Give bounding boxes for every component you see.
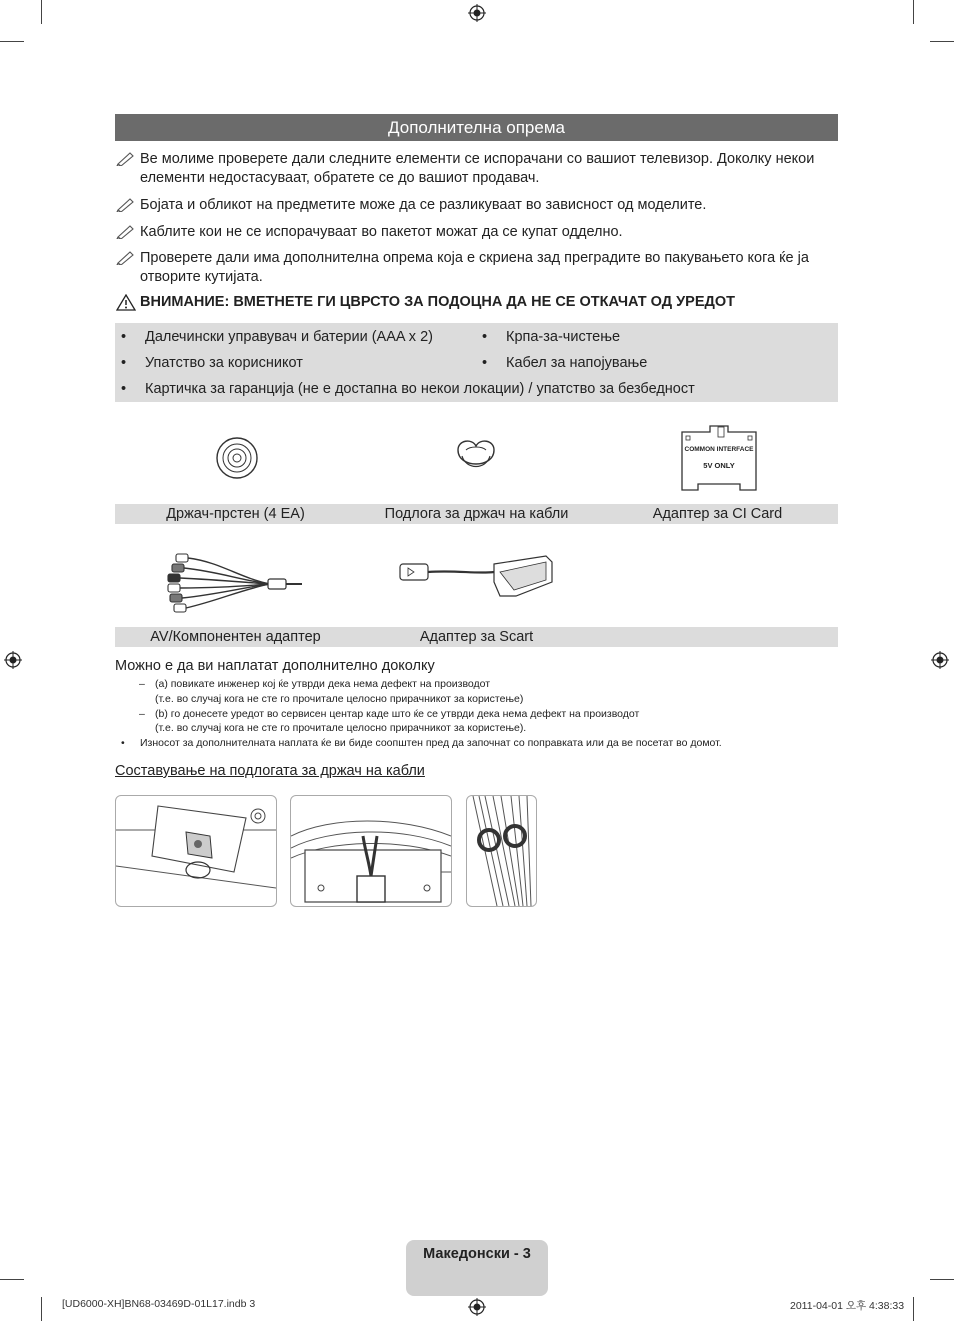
- caption-holder-ring: Држач-прстен (4 EA): [166, 506, 305, 522]
- crop-mark: [930, 1279, 954, 1280]
- charges-b2: (т.е. во случај кога не сте го прочитале целосно прирачникот за користење).: [155, 722, 527, 734]
- ci-card-adapter-image: [680, 422, 758, 494]
- note-text: Бојата и обликот на предметите може да се разликуваат во зависност од моделите.: [140, 197, 707, 213]
- assembly-title: Составување на подлогата за држач на кабли: [115, 763, 425, 779]
- pencil-note-icon: [116, 249, 136, 265]
- crop-mark: [41, 1297, 42, 1321]
- ci-card-label-1: COMMON INTERFACE: [684, 446, 754, 453]
- note-text: Каблите кои не се испорачуваат во пакетот можат да се купат одделно.: [140, 224, 623, 240]
- note-text: Ве молиме проверете дали следните елементи се испорачани со вашиот телевизор. Доколку некои елементи недостасуваат, обратете се до вашиот продавач.: [140, 151, 815, 186]
- charges-intro: Можно е да ви наплатат дополнително доколку: [115, 658, 435, 674]
- warning-text: ВНИМАНИЕ: ВМЕТНЕТЕ ГИ ЦВРСТО ЗА ПОДОЦНА ДА НЕ СЕ ОТКАЧАТ ОД УРЕДОТ: [140, 294, 735, 310]
- registration-mark-icon: [468, 4, 486, 22]
- note-item: [116, 249, 838, 287]
- pencil-note-icon: [116, 196, 136, 212]
- section-title: Дополнителна опрема: [115, 114, 838, 141]
- item-manual: Упатство за корисникот: [145, 355, 303, 371]
- registration-mark-icon: [4, 651, 22, 669]
- pencil-note-icon: [116, 150, 136, 166]
- cable-holder-base-image: [452, 436, 500, 476]
- charges-note: Износот за дополнителната наплата ќе ви биде соопштен пред да започнат со поправката или да ве посетат во домот.: [140, 737, 722, 749]
- registration-mark-icon: [468, 1298, 486, 1316]
- dash-marker: –: [139, 708, 145, 720]
- note-text: Проверете дали има дополнителна опрема која е скриена зад преградите во пакувањето кога ќе ја отворите кутијата.: [140, 250, 809, 285]
- pencil-note-icon: [116, 223, 136, 239]
- item-power-cable: Кабел за напојување: [506, 355, 648, 371]
- assembly-step-3-image: [466, 795, 537, 907]
- crop-mark: [0, 41, 24, 42]
- bullet-marker: •: [121, 737, 125, 749]
- item-cloth: Крпа-за-чистење: [506, 329, 621, 345]
- item-remote: Далечински управувач и батерии (AAA x 2): [145, 329, 433, 345]
- crop-mark: [0, 1279, 24, 1280]
- caption-scart-adapter: Адаптер за Scart: [419, 629, 534, 645]
- caption-av-adapter: AV/Компонентен адаптер: [150, 629, 321, 645]
- charges-a2: (т.е. во случај кога не сте го прочитале целосно прирачникот за користење): [155, 693, 524, 705]
- crop-mark: [41, 0, 42, 24]
- assembly-step-1-image: [115, 795, 277, 907]
- crop-mark: [913, 0, 914, 24]
- av-component-adapter-image: [160, 548, 310, 618]
- crop-mark: [930, 41, 954, 42]
- page-number: Македонски - 3: [423, 1246, 531, 1262]
- holder-ring-image: [214, 435, 260, 481]
- item-warranty: Картичка за гаранција (не е достапна во некои локации) / упатство за безбедност: [145, 381, 695, 397]
- warning-triangle-icon: [116, 294, 136, 311]
- caption-cable-holder-base: Подлога за држач на кабли: [384, 506, 569, 522]
- footer-timestamp: 2011-04-01 오후 4:38:33: [790, 1300, 905, 1312]
- charges-a1: (a) повикате инженер кој ќе утврди дека нема дефект на производот: [155, 678, 491, 690]
- caption-ci-card-adapter: Адаптер за CI Card: [652, 506, 783, 522]
- note-item: [116, 150, 838, 188]
- dash-marker: –: [139, 678, 145, 690]
- assembly-step-2-image: [290, 795, 452, 907]
- note-item: [116, 223, 838, 242]
- scart-adapter-image: [396, 552, 556, 602]
- footer-file-info: [UD6000-XH]BN68-03469D-01L17.indb 3: [62, 1298, 256, 1310]
- ci-card-label-2: 5V ONLY: [703, 461, 735, 470]
- note-item: [116, 196, 838, 215]
- charges-b1: (b) го донесете уредот во сервисен центар каде што ќе се утврди дека нема дефект на производот: [155, 708, 640, 720]
- registration-mark-icon: [931, 651, 949, 669]
- crop-mark: [913, 1297, 914, 1321]
- warning-line: [116, 293, 838, 312]
